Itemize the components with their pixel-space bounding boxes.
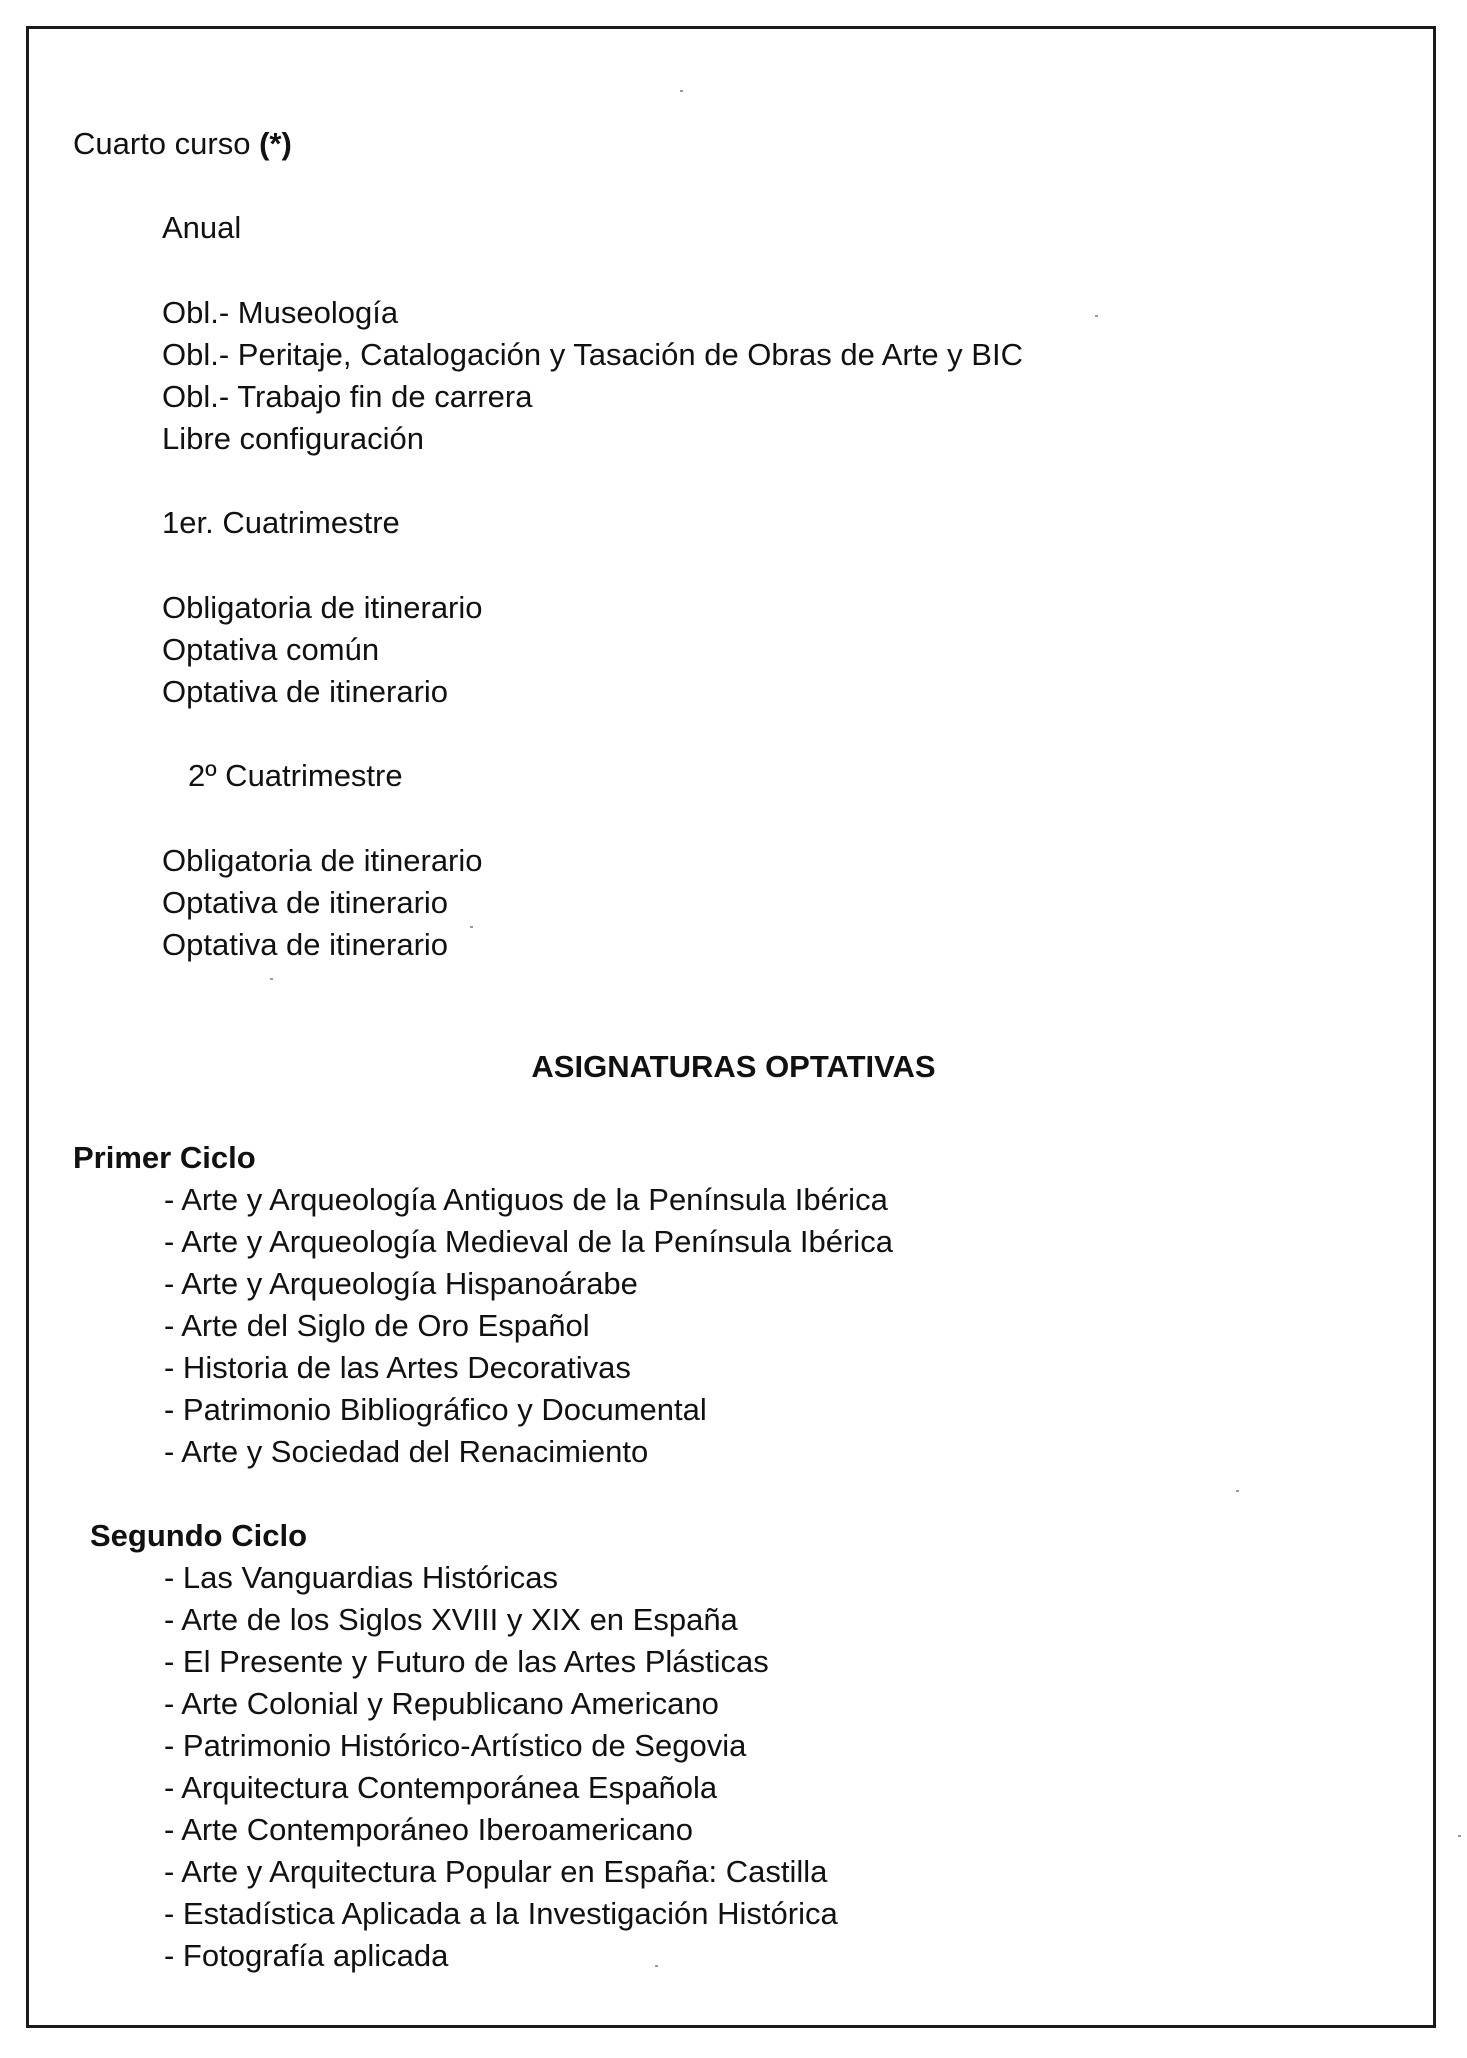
list-item: Libre configuración bbox=[162, 421, 424, 456]
section-title bbox=[73, 126, 292, 162]
list-item: - Arte Colonial y Republicano Americano bbox=[164, 1686, 719, 1721]
list-item: - Arte y Arqueología Medieval de la Península Ibérica bbox=[164, 1224, 893, 1259]
list-item: - Arte y Arqueología Hispanoárabe bbox=[164, 1266, 638, 1301]
annual-label: Anual bbox=[162, 210, 242, 245]
list-item: Obligatoria de itinerario bbox=[162, 590, 483, 625]
list-item: Optativa de itinerario bbox=[162, 674, 449, 709]
list-item: Obligatoria de itinerario bbox=[162, 843, 483, 878]
electives-heading: ASIGNATURAS OPTATIVAS bbox=[531, 1049, 936, 1084]
list-item: - Arte y Sociedad del Renacimiento bbox=[164, 1434, 649, 1469]
list-item: - Arte del Siglo de Oro Español bbox=[164, 1308, 590, 1343]
second-cycle-title: Segundo Ciclo bbox=[90, 1518, 307, 1553]
list-item: - Las Vanguardias Históricas bbox=[164, 1560, 558, 1595]
list-item: Obl.- Trabajo fin de carrera bbox=[162, 379, 533, 414]
list-item: Optativa de itinerario bbox=[162, 927, 449, 962]
semester1-label: 1er. Cuatrimestre bbox=[162, 505, 400, 540]
section-title-text: Cuarto curso bbox=[73, 126, 251, 161]
list-item: - El Presente y Futuro de las Artes Plásticas bbox=[164, 1644, 769, 1679]
list-item: Optativa de itinerario bbox=[162, 885, 449, 920]
scan-speck bbox=[680, 90, 683, 92]
list-item: Obl.- Peritaje, Catalogación y Tasación de Obras de Arte y BIC bbox=[162, 337, 1023, 372]
list-item: - Historia de las Artes Decorativas bbox=[164, 1350, 631, 1385]
section-title-mark: (*) bbox=[259, 126, 292, 161]
list-item: - Arte y Arquitectura Popular en España: Castilla bbox=[164, 1854, 828, 1889]
list-item: - Fotografía aplicada bbox=[164, 1938, 449, 1973]
list-item: Optativa común bbox=[162, 632, 380, 667]
scan-speck bbox=[1236, 1490, 1239, 1492]
scan-speck bbox=[470, 926, 473, 928]
scan-speck bbox=[270, 978, 273, 980]
semester2-label: 2º Cuatrimestre bbox=[188, 758, 403, 793]
list-item: - Arte Contemporáneo Iberoamericano bbox=[164, 1812, 694, 1847]
list-item: - Patrimonio Histórico-Artístico de Segovia bbox=[164, 1728, 747, 1763]
list-item: - Arte de los Siglos XVIII y XIX en España bbox=[164, 1602, 738, 1637]
first-cycle-title: Primer Ciclo bbox=[73, 1140, 256, 1175]
scan-speck bbox=[1095, 315, 1098, 317]
scan-speck bbox=[655, 1965, 658, 1967]
scan-speck bbox=[1458, 1835, 1461, 1837]
list-item: - Arquitectura Contemporánea Española bbox=[164, 1770, 718, 1805]
list-item: Obl.- Museología bbox=[162, 295, 399, 330]
list-item: - Estadística Aplicada a la Investigación Histórica bbox=[164, 1896, 838, 1931]
list-item: - Patrimonio Bibliográfico y Documental bbox=[164, 1392, 707, 1427]
list-item: - Arte y Arqueología Antiguos de la Península Ibérica bbox=[164, 1182, 888, 1217]
